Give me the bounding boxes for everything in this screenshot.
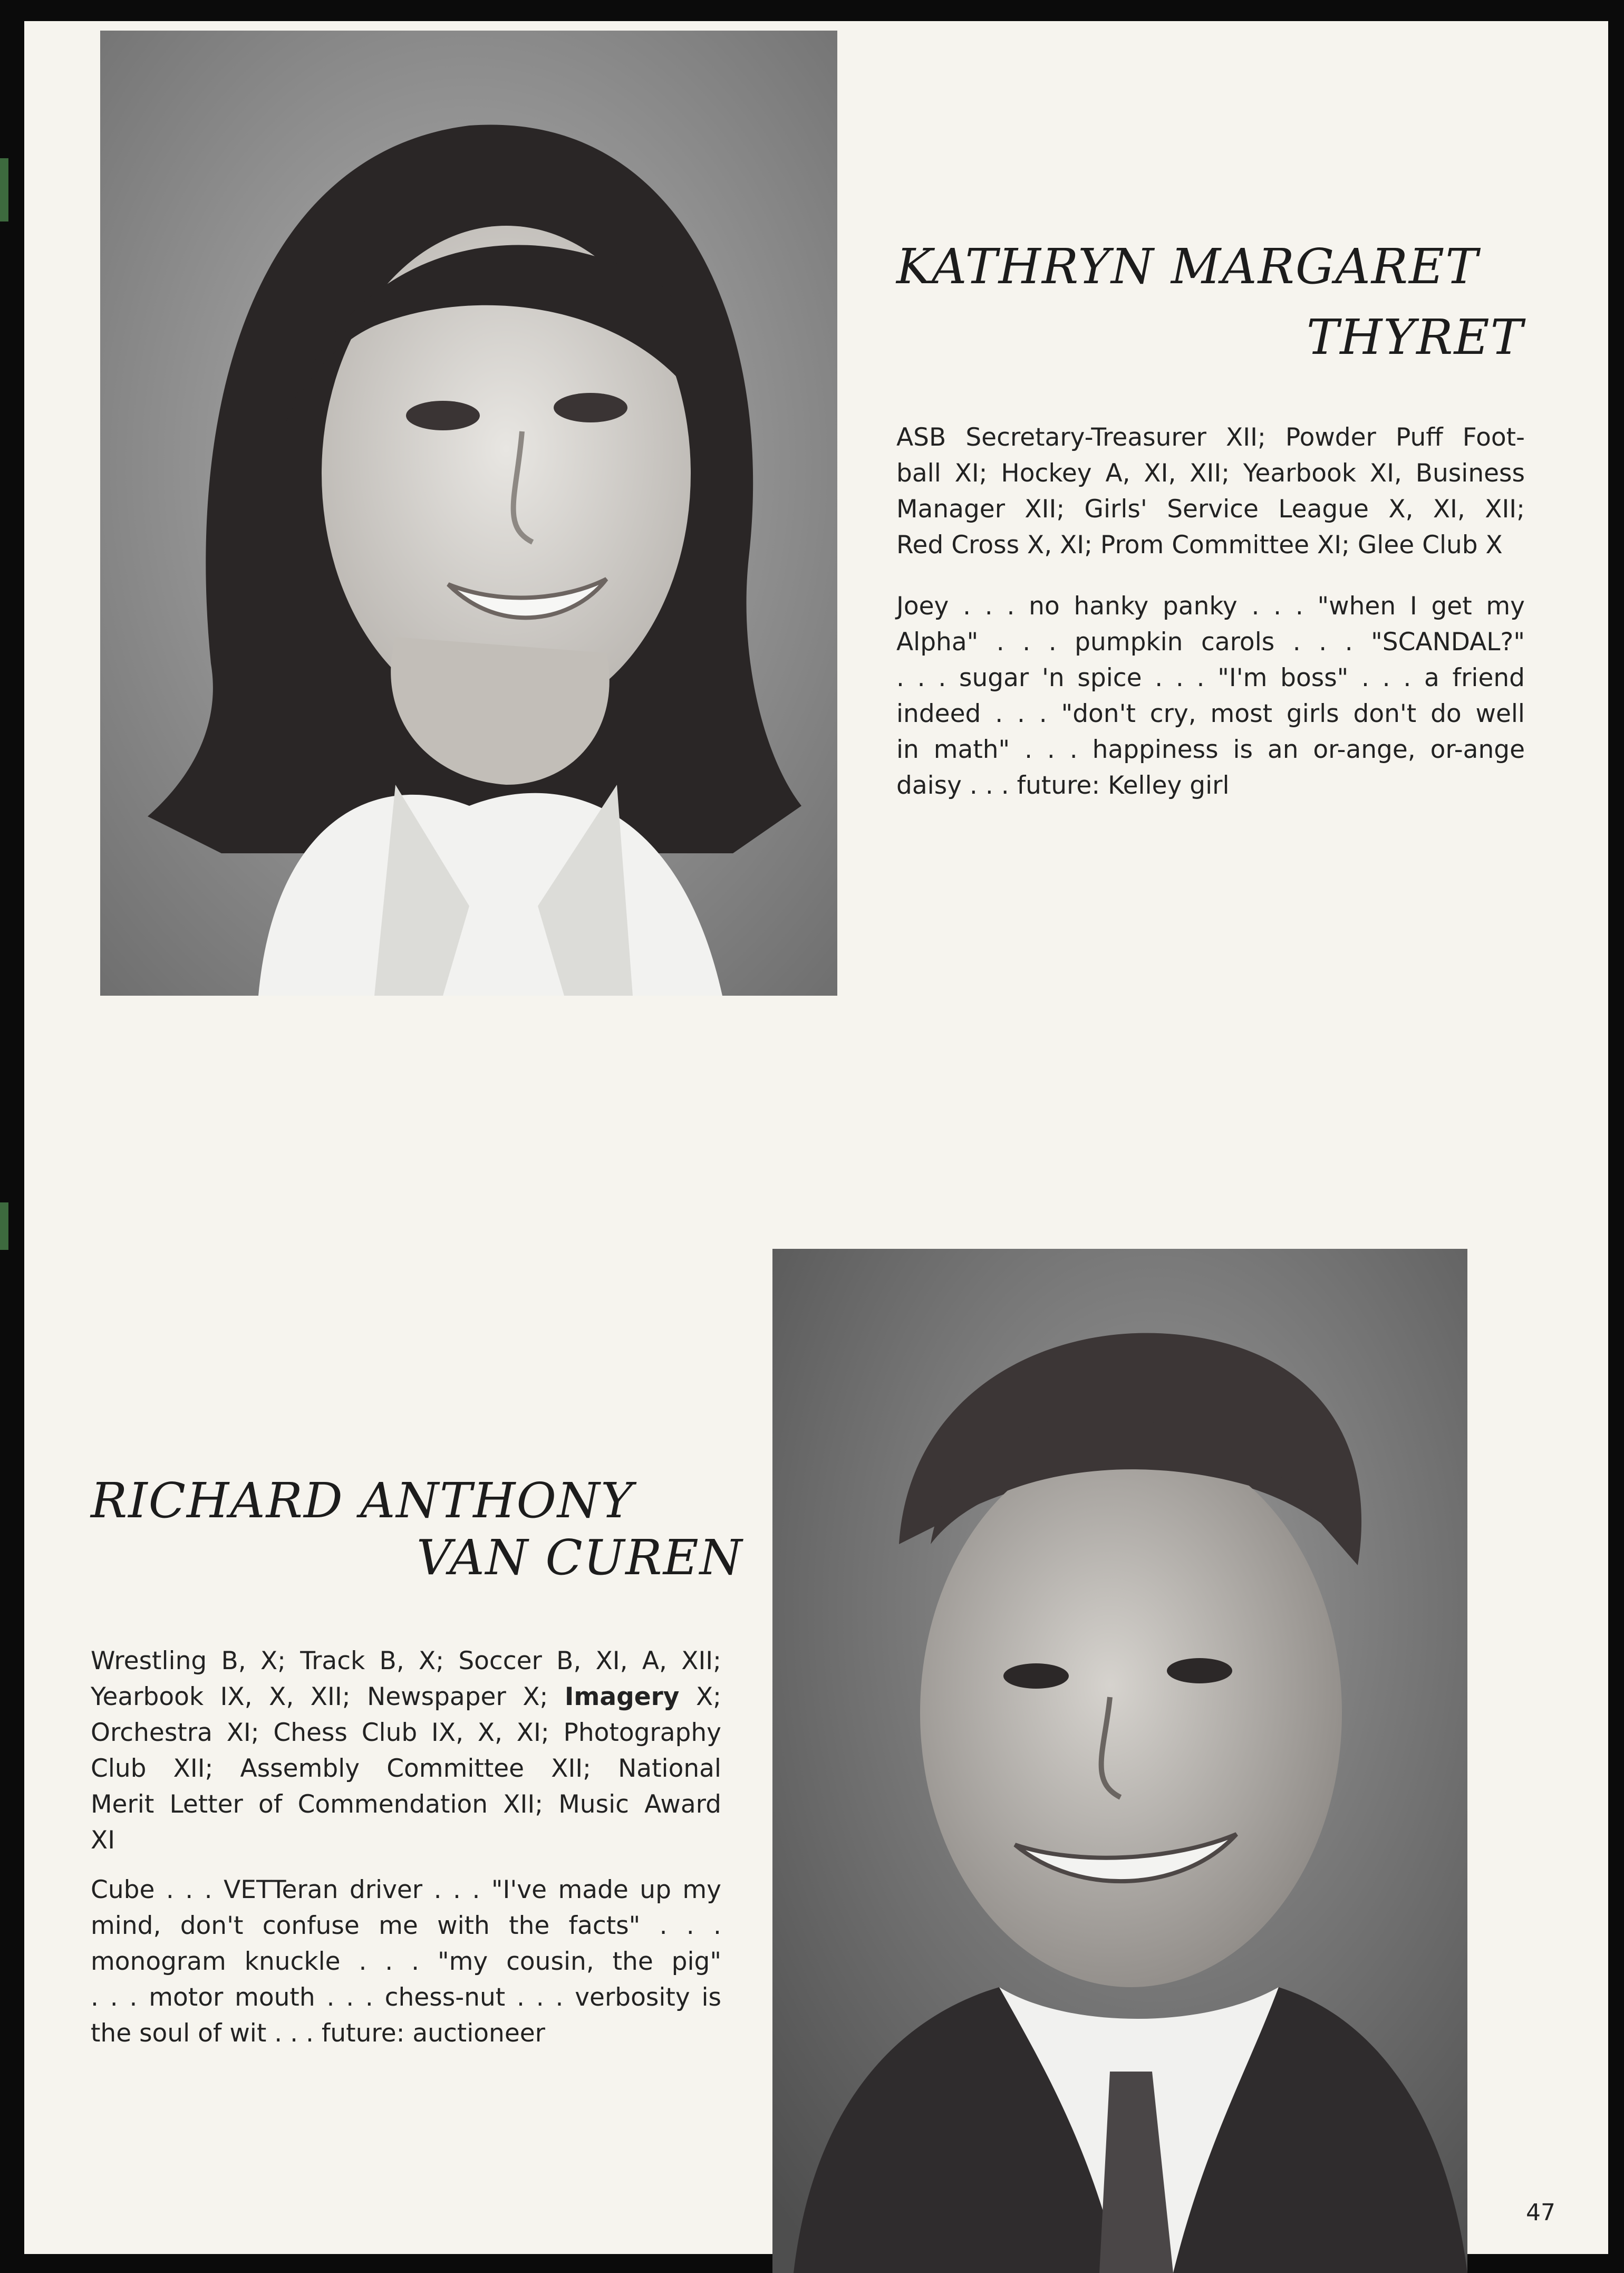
remarks-line: Cube . . . VETTeran driver . . . "I've made up my [91,1875,721,1904]
activities-line: XI [91,1826,115,1855]
activities-line: Wrestling B, X; Track B, X; Soccer B, XI, A, XII; [91,1646,721,1675]
activities-segment: X; [695,1682,721,1711]
student-activities [896,420,1525,563]
publication-name: Imagery [564,1682,680,1711]
student-name-line2: VAN CUREN [417,1529,743,1586]
activities-line: ball XI; Hockey A, XI, XII; Yearbook XI, Business [896,459,1525,488]
student-remarks [896,589,1525,804]
remarks-line: Alpha" . . . pumpkin carols . . . "SCANDAL?" [896,628,1525,657]
remarks-line: mind, don't confuse me with the facts" . . . [91,1911,721,1940]
student-name-line1: KATHRYN MARGARET [896,238,1479,295]
remarks-line: . . . motor mouth . . . chess-nut . . . verbosity is [91,1983,721,2012]
spine-edge [0,1202,8,1250]
remarks-line: . . . sugar 'n spice . . . "I'm boss" . . . a friend [896,663,1525,692]
remarks-line: Joey . . . no hanky panky . . . "when I get my [896,592,1525,621]
activities-line: Merit Letter of Commendation XII; Music Award [91,1790,721,1819]
student-activities [91,1643,721,1858]
student-remarks [91,1872,721,2052]
remarks-line: daisy . . . future: Kelley girl [896,771,1230,800]
page-number: 47 [1526,2199,1555,2226]
activities-line [91,1679,721,1715]
student-name-line2: THYRET [1306,309,1524,365]
remarks-line: monogram knuckle . . . "my cousin, the pig" [91,1947,721,1976]
student-portrait-female [100,31,837,996]
remarks-line: indeed . . . "don't cry, most girls don't do well [896,699,1525,728]
activities-segment: Yearbook IX, X, XII; Newspaper X; [91,1682,548,1711]
student-portrait-male [772,1249,1467,2273]
activities-line: Red Cross X, XI; Prom Committee XI; Glee Club X [896,531,1503,560]
activities-line: ASB Secretary-Treasurer XII; Powder Puff Foot- [896,423,1525,452]
spine-edge [0,158,8,221]
activities-line: Club XII; Assembly Committee XII; National [91,1754,721,1783]
remarks-line: the soul of wit . . . future: auctioneer [91,2019,545,2048]
activities-line: Manager XII; Girls' Service League X, XI, XII; [896,495,1525,524]
activities-line: Orchestra XI; Chess Club IX, X, XI; Photography [91,1718,721,1747]
student-name-line1: RICHARD ANTHONY [91,1472,634,1529]
remarks-line: in math" . . . happiness is an or-ange, or-ange [896,735,1525,764]
